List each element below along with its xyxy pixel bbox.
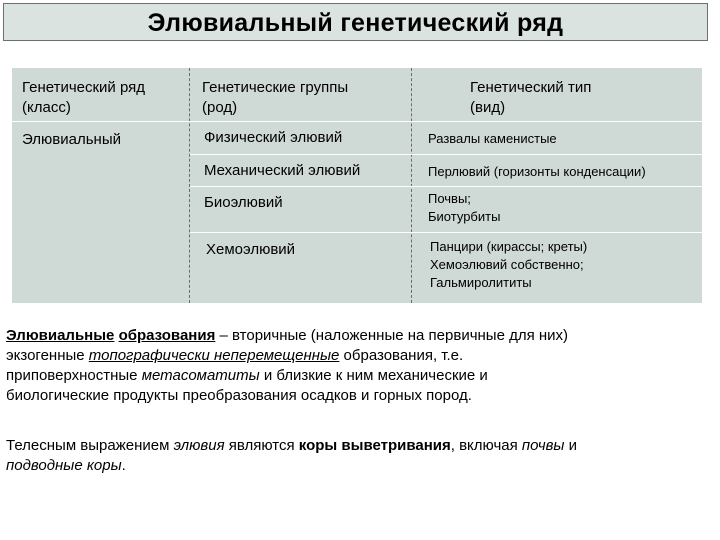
genetic-series-table bbox=[12, 68, 702, 303]
type-line: Развалы каменистые bbox=[428, 131, 557, 146]
header-class bbox=[22, 78, 145, 118]
text: экзогенные bbox=[6, 347, 89, 364]
emphasis-underwater-crusts: подводные коры bbox=[6, 457, 122, 474]
strong-weathering-crusts: коры выветривания bbox=[298, 437, 451, 454]
text: биологические продукты преобразования осадков и горных пород. bbox=[6, 387, 472, 404]
type-bio bbox=[428, 190, 500, 226]
text: Телесным выражением bbox=[6, 437, 174, 454]
definition-paragraph bbox=[6, 326, 714, 406]
emphasis-topographic: топографически неперемещенные bbox=[88, 347, 340, 364]
type-physical bbox=[428, 130, 557, 148]
type-line: Гальмиролититы bbox=[430, 275, 532, 290]
group-chemical: Хемоэлювий bbox=[206, 241, 296, 258]
header-class-line: Генетический ряд bbox=[22, 79, 146, 96]
header-group-line: Генетические группы bbox=[202, 79, 349, 96]
type-line: Перлювий (горизонты конденсации) bbox=[428, 164, 646, 179]
type-line: Почвы; bbox=[428, 191, 471, 206]
row-divider bbox=[190, 232, 702, 233]
type-line: Хемоэлювий собственно; bbox=[430, 257, 584, 272]
text: образования, т.е. bbox=[339, 347, 464, 364]
group-mechanical: Механический элювий bbox=[204, 162, 361, 179]
class-value: Элювиальный bbox=[22, 131, 121, 148]
text: . bbox=[121, 457, 126, 474]
group-bio: Биоэлювий bbox=[204, 194, 283, 211]
header-group-line: (род) bbox=[202, 99, 238, 116]
page-title: Элювиальный генетический ряд bbox=[147, 9, 564, 37]
title-bar bbox=[3, 3, 708, 41]
type-line: Биотурбиты bbox=[428, 209, 501, 224]
header-type-line: (вид) bbox=[470, 99, 506, 116]
emphasis-soils: почвы bbox=[521, 437, 565, 454]
text: приповерхностные bbox=[6, 367, 142, 384]
text: – вторичные (наложенные на первичные для них) bbox=[215, 327, 569, 344]
text: и близкие к ним механические и bbox=[259, 367, 488, 384]
type-mechanical bbox=[428, 163, 646, 181]
row-divider bbox=[190, 186, 702, 187]
term-eluvial: Элювиальные bbox=[6, 327, 115, 344]
weathering-paragraph bbox=[6, 436, 714, 476]
header-group bbox=[202, 78, 348, 118]
header-type bbox=[470, 78, 591, 118]
text: и bbox=[564, 437, 578, 454]
group-physical: Физический элювий bbox=[204, 129, 343, 146]
header-type-line: Генетический тип bbox=[470, 79, 592, 96]
row-divider bbox=[190, 154, 702, 155]
term-formations: образования bbox=[118, 327, 216, 344]
text: являются bbox=[224, 437, 299, 454]
type-line: Панцири (кирассы; креты) bbox=[430, 239, 588, 254]
emphasis-eluvium: элювия bbox=[173, 437, 225, 454]
text: , включая bbox=[450, 437, 522, 454]
type-chemical bbox=[430, 238, 587, 292]
header-class-line: (класс) bbox=[22, 99, 71, 116]
header-divider bbox=[12, 121, 702, 122]
emphasis-metasomatites: метасоматиты bbox=[141, 367, 260, 384]
